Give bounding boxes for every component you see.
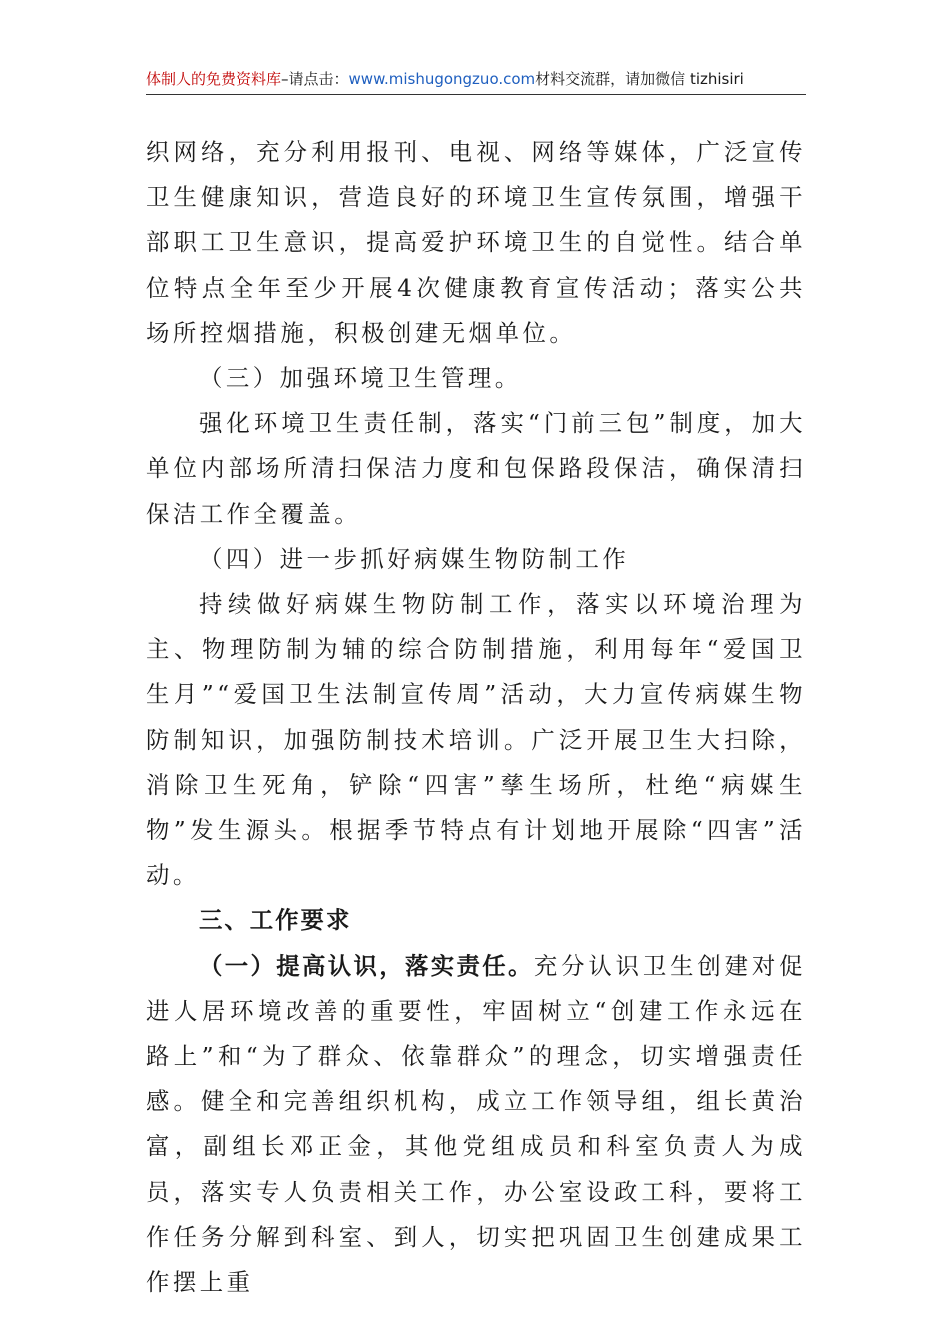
section-heading-3: 三、工作要求 [199,906,352,935]
header-link[interactable]: www.mishugongzuo.com [348,70,536,88]
paragraph-3: 持续做好病媒生物防制工作，落实以环境治理为主、物理防制为辅的综合防制措施，利用每年“爱国卫生月”“爱国卫生法制宣传周”活动，大力宣传病媒生物防制知识，加强防制技术培训。广泛开展卫生大扫除，消除卫生死角，铲除“四害”孳生场所，杜绝“病媒生物”发生源头。根据季节特点有计划地开展除“四害”活动。 [146,590,806,890]
paragraph-2: 强化环境卫生责任制，落实“门前三包”制度，加大单位内部场所清扫保洁力度和包保路段保洁，确保清扫保洁工作全覆盖。 [146,409,806,528]
subheading-3: （三）加强环境卫生管理。 [199,364,522,393]
header-prompt: –请点击： [281,70,349,88]
paragraph-4-text: 充分认识卫生创建对促进人居环境改善的重要性，牢固树立“创建工作永远在路上”和“为了群众、依靠群众”的理念，切实增强责任感。健全和完善组织机构，成立工作领导组，组长黄治富，副组长邓正金，其他党组成员和科室负责人为成员，落实专人负责相关工作，办公室设政工科，要将工作任务分解到科室、到人，切实把巩固卫生创建成果工作摆上重 [146,951,807,1297]
paragraph-4 [146,944,806,1306]
page-header [146,68,806,95]
header-tail: 材料交流群，请加微信 tizhisiri [535,70,744,88]
document-body [146,130,806,1305]
subheading-4: （四）进一步抓好病媒生物防制工作 [199,544,630,573]
paragraph-4-lead: （一）提高认识，落实责任。 [199,951,534,980]
header-brand: 体制人的免费资料库 [146,70,282,88]
paragraph-1: 织网络，充分利用报刊、电视、网络等媒体，广泛宣传卫生健康知识，营造良好的环境卫生宣传氛围，增强干部职工卫生意识，提高爱护环境卫生的自觉性。结合单位特点全年至少开展4次健康教育宣传活动；落实公共场所控烟措施，积极创建无烟单位。 [146,138,806,347]
